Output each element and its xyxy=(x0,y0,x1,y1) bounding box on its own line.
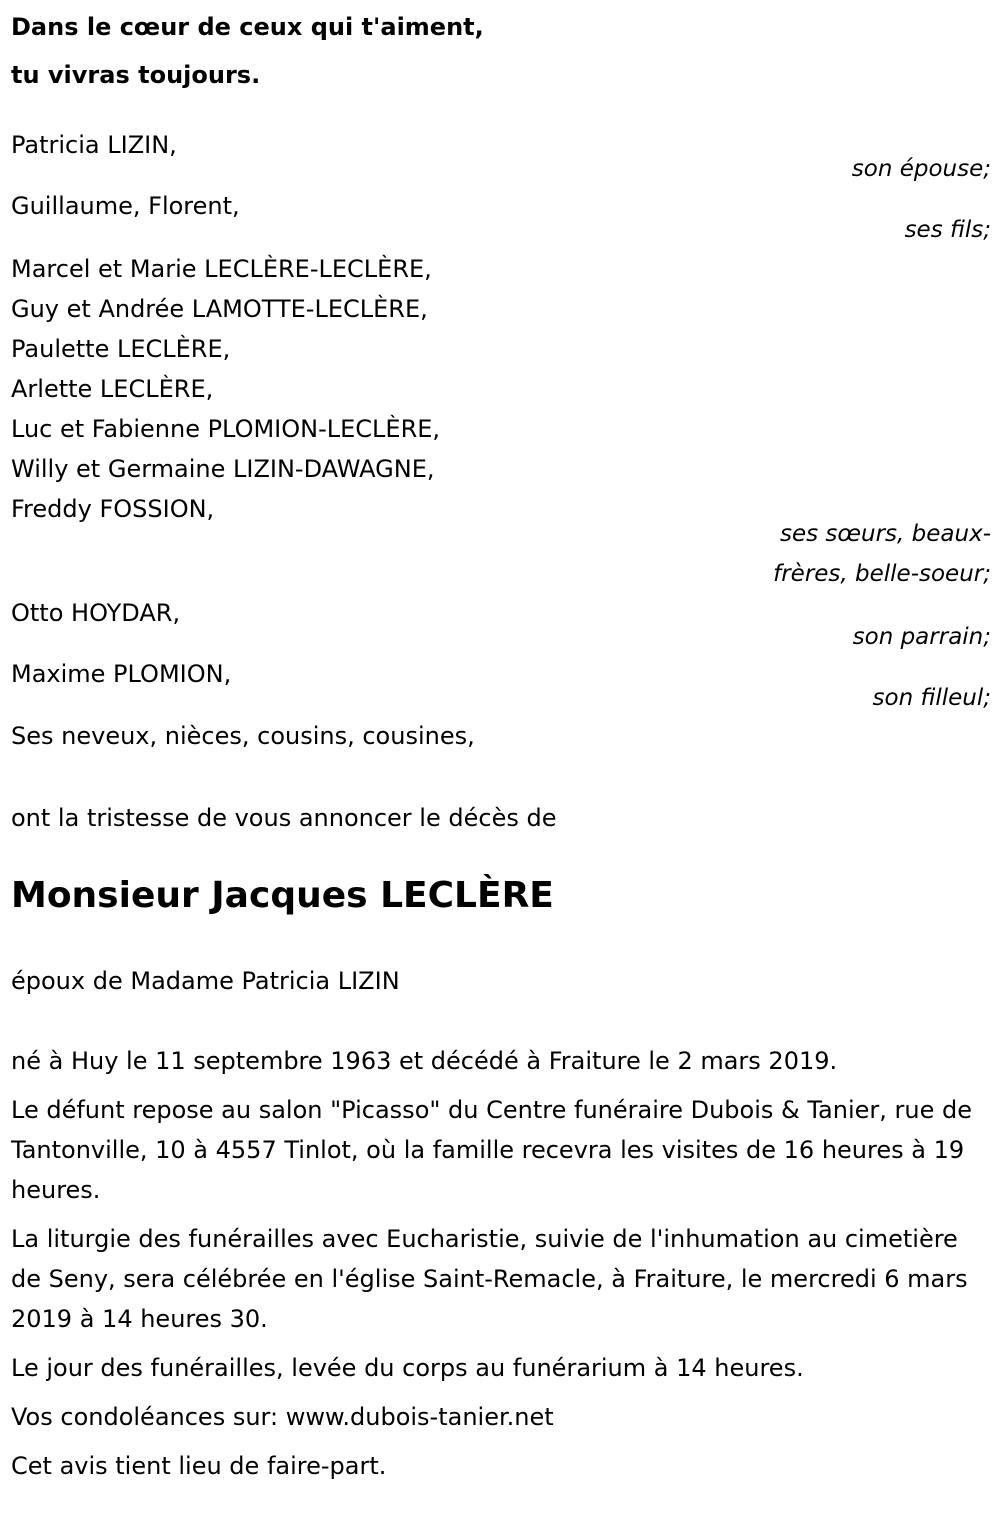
sibling-line: Arlette LECLÈRE, xyxy=(11,375,214,403)
sons-names: Guillaume, Florent, xyxy=(11,192,240,220)
sibling-line: Luc et Fabienne PLOMION-LECLÈRE, xyxy=(11,415,441,443)
repose-paragraph: Le défunt repose au salon "Picasso" du Centre funéraire Dubois & Tanier, rue de Tantonville, 10 à 4557 Tinlot, où la famille recevra les visites de 16 heures à 19 heures. xyxy=(11,1096,972,1204)
birth-death-paragraph: né à Huy le 11 septembre 1963 et décédé à Fraiture le 2 mars 2019. xyxy=(11,1047,838,1075)
godfather-name: Otto HOYDAR, xyxy=(11,599,181,627)
godson-name: Maxime PLOMION, xyxy=(11,660,232,688)
extended-family: Ses neveux, nièces, cousins, cousines, xyxy=(11,722,475,750)
sibling-line: Willy et Germaine LIZIN-DAWAGNE, xyxy=(11,455,435,483)
notice-paragraph: Cet avis tient lieu de faire-part. xyxy=(11,1452,387,1480)
godfather-relation: son parrain; xyxy=(852,624,991,650)
sons-relation: ses fils; xyxy=(904,217,991,243)
sibling-line: Paulette LECLÈRE, xyxy=(11,335,231,363)
epigraph-line-2: tu vivras toujours. xyxy=(11,61,261,89)
condolences-paragraph: Vos condoléances sur: www.dubois-tanier.net xyxy=(11,1403,554,1431)
spouse-of-text: époux de Madame Patricia LIZIN xyxy=(11,967,400,995)
spouse-relation: son épouse; xyxy=(851,156,991,182)
liturgy-paragraph: La liturgie des funérailles avec Eucharistie, suivie de l'inhumation au cimetière de Seny, sera célébrée en l'église Saint-Remacle, à Fraiture, le mercredi 6 mars 2019 à 14 heures 30. xyxy=(11,1225,968,1333)
sibling-line: Freddy FOSSION, xyxy=(11,495,215,523)
siblings-relation: ses sœurs, beaux-frères, belle-soeur; xyxy=(773,521,991,587)
deceased-name: Monsieur Jacques LECLÈRE xyxy=(11,875,554,916)
announcement-text: ont la tristesse de vous annoncer le décès de xyxy=(11,804,557,832)
levee-paragraph: Le jour des funérailles, levée du corps au funérarium à 14 heures. xyxy=(11,1354,804,1382)
sibling-line: Marcel et Marie LECLÈRE-LECLÈRE, xyxy=(11,255,432,283)
obituary-notice xyxy=(11,0,991,1486)
epigraph-line-1: Dans le cœur de ceux qui t'aiment, xyxy=(11,13,484,41)
epigraph xyxy=(11,3,991,99)
sibling-line: Guy et Andrée LAMOTTE-LECLÈRE, xyxy=(11,295,428,323)
godson-relation: son filleul; xyxy=(872,685,991,711)
spouse-name: Patricia LIZIN, xyxy=(11,131,177,159)
family-list xyxy=(11,125,991,756)
